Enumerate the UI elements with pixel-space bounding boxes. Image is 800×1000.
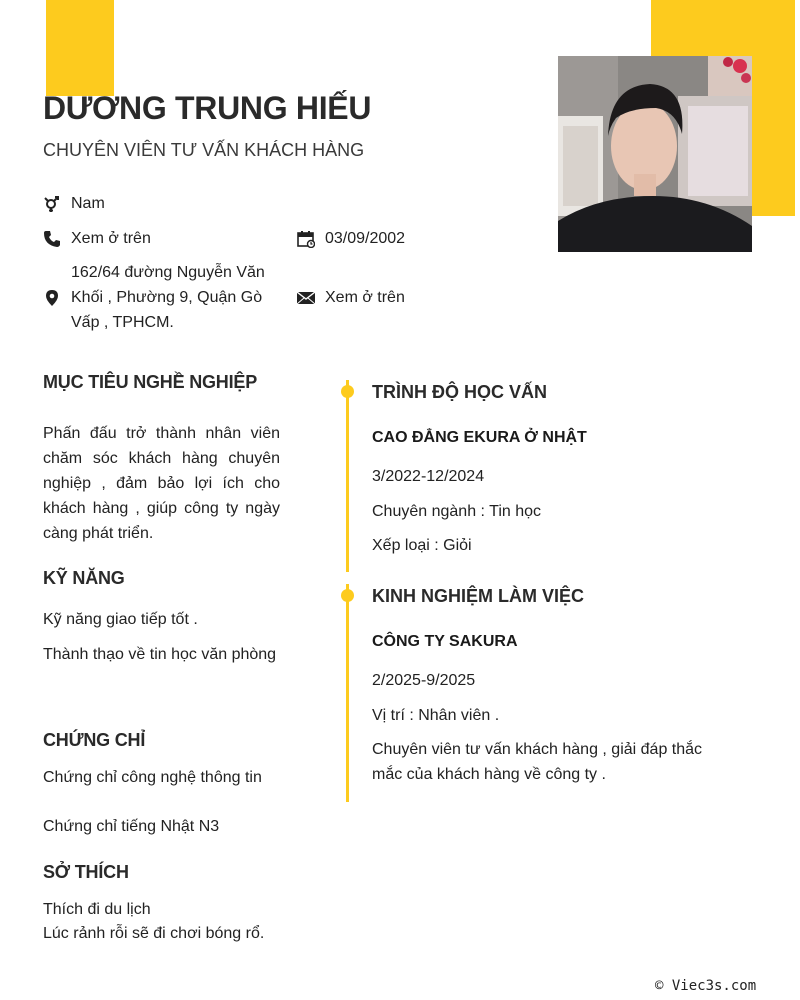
profile-photo bbox=[558, 56, 752, 252]
certificate-item: Chứng chỉ công nghệ thông tin bbox=[43, 769, 262, 786]
birthday-value: 03/09/2002 bbox=[325, 230, 406, 247]
phone-row bbox=[43, 226, 151, 251]
objective-text: Phấn đấu trở thành nhân viên chăm sóc khách hàng chuyên nghiệp , đảm bảo lợi ích cho khách hàng , giúp công ty ngày càng phát triển. bbox=[43, 425, 280, 542]
hobbies-title: SỞ THÍCH bbox=[43, 862, 129, 882]
email-value: Xem ở trên bbox=[325, 289, 405, 306]
experience-title: KINH NGHIỆM LÀM VIỆC bbox=[372, 586, 585, 606]
gender-value: Nam bbox=[71, 195, 105, 212]
education-grade: Xếp loại : Giỏi bbox=[372, 537, 472, 554]
gender-row bbox=[43, 191, 105, 216]
gender-icon bbox=[43, 195, 61, 213]
location-icon bbox=[43, 289, 61, 307]
experience-description: Chuyên viên tư vấn khách hàng , giải đáp thắc mắc của khách hàng về công ty . bbox=[372, 741, 703, 783]
objective-title: MỤC TIÊU NGHỀ NGHIỆP bbox=[43, 372, 258, 392]
address-value: 162/64 đường Nguyễn Văn Khối , Phường 9, Quận Gò Vấp , TPHCM. bbox=[71, 264, 265, 331]
school-name: CAO ĐẲNG EKURA Ở NHẬT bbox=[372, 429, 587, 446]
address-row bbox=[43, 260, 281, 335]
company-name: CÔNG TY SAKURA bbox=[372, 633, 518, 650]
certificate-item: Chứng chỉ tiếng Nhật N3 bbox=[43, 818, 220, 835]
hobby-item: Lúc rảnh rỗi sẽ đi chơi bóng rổ. bbox=[43, 925, 265, 942]
education-title: TRÌNH ĐỘ HỌC VẤN bbox=[372, 382, 547, 402]
skills-title: KỸ NĂNG bbox=[43, 568, 125, 588]
education-period: 3/2022-12/2024 bbox=[372, 468, 485, 485]
job-title: CHUYÊN VIÊN TƯ VẤN KHÁCH HÀNG bbox=[43, 140, 365, 160]
education-major: Chuyên ngành : Tin học bbox=[372, 503, 542, 520]
email-icon bbox=[297, 289, 315, 307]
certificates-title: CHỨNG CHỈ bbox=[43, 730, 146, 750]
accent-block-left bbox=[46, 0, 114, 96]
timeline-dot-education bbox=[341, 385, 354, 398]
experience-period: 2/2025-9/2025 bbox=[372, 672, 476, 689]
timeline-line-experience bbox=[346, 584, 349, 802]
skill-item: Kỹ năng giao tiếp tốt . bbox=[43, 611, 198, 628]
skill-item: Thành thạo về tin học văn phòng bbox=[43, 646, 277, 663]
email-row bbox=[297, 285, 405, 310]
footer-credit: © Viec3s.com bbox=[655, 978, 757, 994]
calendar-icon bbox=[297, 230, 315, 248]
timeline-dot-experience bbox=[341, 589, 354, 602]
candidate-name: DƯƠNG TRUNG HIẾU bbox=[43, 90, 372, 126]
experience-position: Vị trí : Nhân viên . bbox=[372, 707, 500, 724]
phone-icon bbox=[43, 230, 61, 248]
timeline-line-education bbox=[346, 380, 349, 572]
birthday-row bbox=[297, 226, 405, 251]
hobby-item: Thích đi du lịch bbox=[43, 901, 151, 918]
phone-value: Xem ở trên bbox=[71, 230, 151, 247]
